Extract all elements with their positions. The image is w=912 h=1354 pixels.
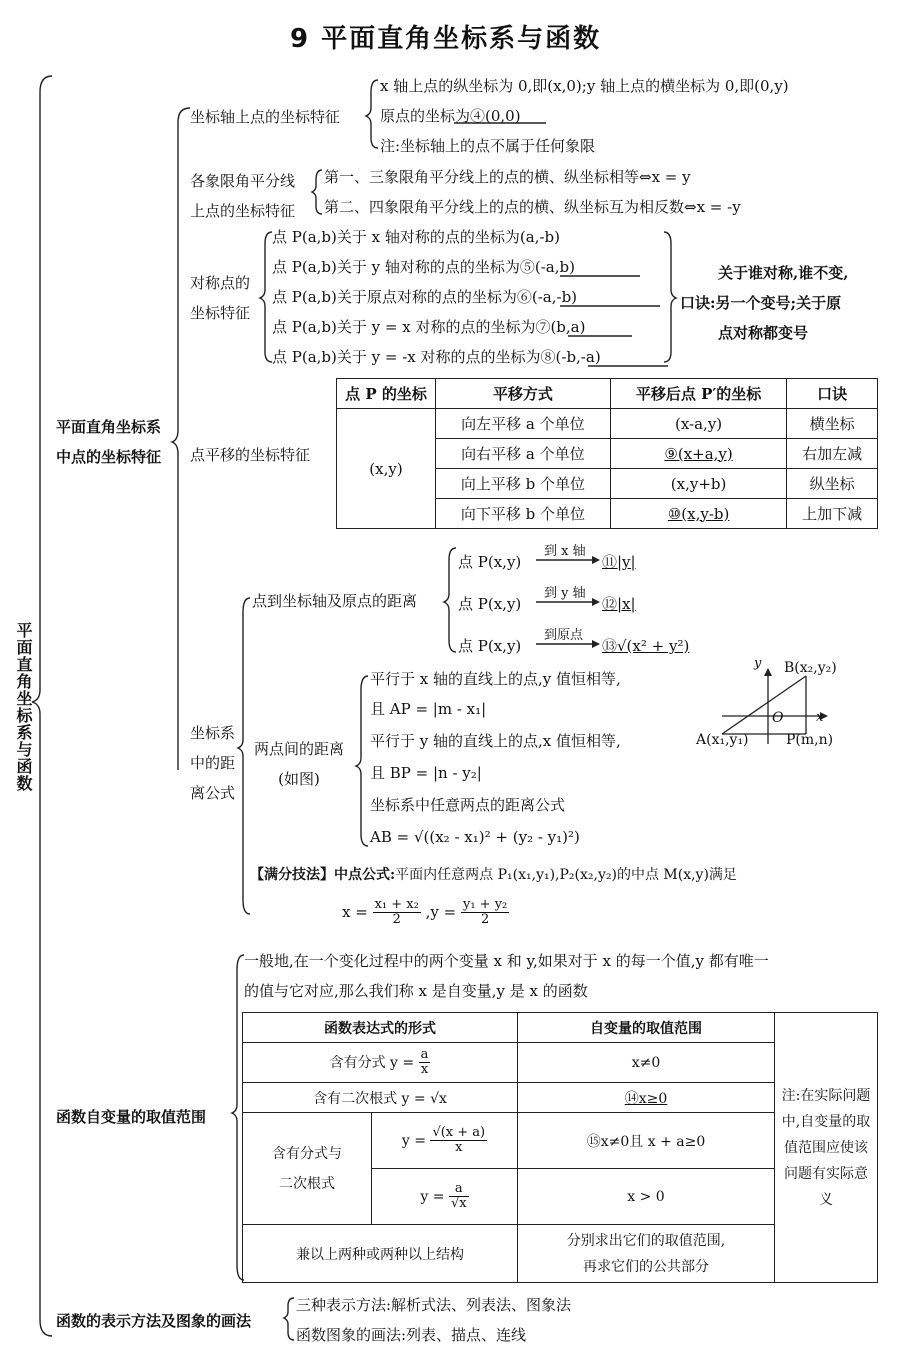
cell-method: 向上平移 b 个单位 bbox=[436, 469, 611, 499]
sec3-item: 三种表示方法:解析式法、列表法、图象法 bbox=[296, 1296, 572, 1314]
tip-line: 口诀:另一个变号;关于原 bbox=[680, 294, 842, 312]
r2-range: ⑭x≥0 bbox=[518, 1083, 775, 1113]
r3-label-line2: 二次根式 bbox=[279, 1175, 335, 1192]
r3b-fraction bbox=[449, 1182, 469, 1212]
translation-table bbox=[336, 378, 878, 529]
midpoint-formula bbox=[342, 898, 509, 928]
cell-rhyme: 上加下减 bbox=[787, 499, 878, 529]
r1-form bbox=[243, 1043, 518, 1083]
r3a-den: x bbox=[455, 1140, 463, 1155]
r4-range bbox=[518, 1225, 775, 1283]
r1-num: a bbox=[420, 1046, 429, 1062]
cell-method: 向右平移 a 个单位 bbox=[436, 439, 611, 469]
domain-note: 注:在实际问题中,自变量的取值范围应使该问题有实际意义 bbox=[775, 1013, 878, 1283]
r3b-num: a bbox=[449, 1182, 469, 1197]
th-rhyme: 口诀 bbox=[787, 379, 878, 409]
translation-label: 点平移的坐标特征 bbox=[190, 446, 311, 464]
tip-line: 点对称都变号 bbox=[718, 324, 809, 342]
bisector-label-line1: 各象限角平分线 bbox=[190, 172, 296, 190]
symmetric-tip bbox=[680, 258, 848, 348]
to-axis-label: 点到坐标轴及原点的距离 bbox=[252, 592, 418, 610]
r3b-form bbox=[372, 1169, 518, 1225]
to-axis-arrow-label: 到 y 轴 bbox=[544, 586, 586, 601]
sec2-label: 函数自变量的取值范围 bbox=[56, 1108, 207, 1126]
sec3-label: 函数的表示方法及图象的画法 bbox=[56, 1312, 252, 1330]
cell-rhyme: 右加左减 bbox=[787, 439, 878, 469]
to-axis-from: 点 P(x,y) bbox=[458, 637, 522, 655]
th-range: 自变量的取值范围 bbox=[518, 1013, 775, 1043]
cell-result: ⑩(x,y-b) bbox=[610, 499, 787, 529]
symmetric-item: 点 P(a,b)关于 y = -x 对称的点的坐标为⑧(-b,-a) bbox=[272, 348, 601, 366]
domain-table bbox=[242, 1012, 878, 1283]
midpoint-text: 平面内任意两点 P₁(x₁,y₁),P₂(x₂,y₂)的中点 M(x,y)满足 bbox=[395, 867, 737, 883]
cell-result: ⑨(x+a,y) bbox=[610, 439, 787, 469]
mid-y-num: y₁ + y₂ bbox=[462, 897, 508, 912]
page-title: 9 平面直角坐标系与函数 bbox=[290, 24, 602, 54]
two-point-item: AB = √((x₂ - x₁)² + (y₂ - y₁)²) bbox=[370, 828, 580, 846]
two-point-item: 坐标系中任意两点的距离公式 bbox=[370, 796, 566, 814]
axis-item: x 轴上点的纵坐标为 0,即(x,0);y 轴上点的横坐标为 0,即(0,y) bbox=[380, 77, 789, 95]
distance-label-line: 离公式 bbox=[190, 784, 236, 802]
to-axis-from: 点 P(x,y) bbox=[458, 595, 522, 613]
axis-item: 原点的坐标为④(0,0) bbox=[380, 107, 521, 125]
r4-range-line2: 再求它们的公共部分 bbox=[583, 1258, 709, 1275]
symmetric-item: 点 P(a,b)关于 y 轴对称的点的坐标为⑤(-a,b) bbox=[272, 258, 575, 276]
symmetric-item: 点 P(a,b)关于原点对称的点的坐标为⑥(-a,-b) bbox=[272, 288, 578, 306]
cell-point: (x,y) bbox=[337, 409, 436, 529]
r3b-lhs: y = bbox=[420, 1188, 445, 1205]
sec1-label bbox=[56, 412, 161, 472]
sec1-label-line2: 中点的坐标特征 bbox=[56, 448, 162, 466]
symmetric-label bbox=[190, 268, 250, 328]
mid-x-lhs: x = bbox=[342, 902, 368, 921]
cell-rhyme: 纵坐标 bbox=[787, 469, 878, 499]
two-point-label bbox=[254, 734, 344, 794]
r3b-den: √x bbox=[450, 1196, 467, 1211]
mid-x-num: x₁ + x₂ bbox=[374, 897, 419, 912]
symmetric-label-line1: 对称点的 bbox=[190, 274, 251, 292]
cell-method: 向左平移 a 个单位 bbox=[436, 409, 611, 439]
symmetric-label-line2: 坐标特征 bbox=[190, 304, 251, 322]
symmetric-item: 点 P(a,b)关于 x 轴对称的点的坐标为(a,-b) bbox=[272, 228, 560, 246]
th-result: 平移后点 P′的坐标 bbox=[610, 379, 787, 409]
bisector-item: 第二、四象限角平分线上的点的横、纵坐标互为相反数⇔x = -y bbox=[324, 198, 741, 216]
th-form: 函数表达式的形式 bbox=[243, 1013, 518, 1043]
r3a-lhs: y = bbox=[401, 1132, 426, 1149]
mid-y-fraction bbox=[461, 898, 509, 928]
r3a-fraction bbox=[430, 1126, 487, 1156]
diagram-b-label: B(x₂,y₂) bbox=[784, 660, 837, 676]
symmetric-item: 点 P(a,b)关于 y = x 对称的点的坐标为⑦(b,a) bbox=[272, 318, 586, 336]
diagram-x-label: x bbox=[816, 710, 824, 725]
diagram-p-label: P(m,n) bbox=[786, 732, 834, 748]
r3-label bbox=[243, 1113, 372, 1225]
sec2-intro-line1: 一般地,在一个变化过程中的两个变量 x 和 y,如果对于 x 的每一个值,y 都有唯一 bbox=[244, 952, 769, 970]
r3a-num: √(x + a) bbox=[432, 1124, 486, 1140]
to-axis-result: ⑪|y| bbox=[602, 553, 636, 571]
r3b-range: x > 0 bbox=[518, 1169, 775, 1225]
to-axis-arrow-label: 到原点 bbox=[544, 628, 584, 643]
two-point-item: 且 BP = |n - y₂| bbox=[370, 764, 482, 782]
cell-result: (x,y+b) bbox=[610, 469, 787, 499]
two-point-item: 平行于 y 轴的直线上的点,x 值恒相等, bbox=[370, 732, 621, 750]
sec1-label-line1: 平面直角坐标系 bbox=[56, 418, 162, 436]
th-point: 点 P 的坐标 bbox=[337, 379, 436, 409]
r1-range: x≠0 bbox=[518, 1043, 775, 1083]
diagram-o-label: O bbox=[772, 710, 784, 726]
axis-item: 注:坐标轴上的点不属于任何象限 bbox=[380, 137, 596, 155]
distance-label bbox=[190, 718, 235, 808]
two-point-sub: (如图) bbox=[278, 770, 320, 788]
two-point-item: 平行于 x 轴的直线上的点,y 值恒相等, bbox=[370, 670, 621, 688]
tip-line: 关于谁对称,谁不变, bbox=[718, 264, 849, 282]
r4-range-line1: 分别求出它们的取值范围, bbox=[566, 1232, 726, 1249]
cell-result: (x-a,y) bbox=[610, 409, 787, 439]
r1-label: 含有分式 y = bbox=[329, 1054, 415, 1071]
midpoint-title: 【满分技法】中点公式: bbox=[250, 867, 396, 883]
side-label: 平面直角坐标系与函数 bbox=[14, 622, 33, 792]
diagram-a-label: A(x₁,y₁) bbox=[696, 732, 749, 748]
r1-fraction bbox=[419, 1048, 431, 1078]
sec3-item: 函数图象的画法:列表、描点、连线 bbox=[296, 1326, 527, 1344]
cell-method: 向下平移 b 个单位 bbox=[436, 499, 611, 529]
to-axis-arrow-label: 到 x 轴 bbox=[544, 544, 586, 559]
mid-y-lhs: ,y = bbox=[425, 902, 457, 921]
bisector-item: 第一、三象限角平分线上的点的横、纵坐标相等⇔x = y bbox=[324, 168, 691, 186]
distance-label-line: 坐标系 bbox=[190, 724, 236, 742]
bisector-label-line2: 上点的坐标特征 bbox=[190, 202, 296, 220]
two-point-title: 两点间的距离 bbox=[254, 740, 345, 758]
to-axis-result: ⑫|x| bbox=[602, 595, 636, 613]
diagram-y-label: y bbox=[754, 656, 762, 671]
mid-x-den: 2 bbox=[392, 912, 401, 928]
to-axis-result: ⑬√(x² + y²) bbox=[602, 637, 690, 655]
th-method: 平移方式 bbox=[436, 379, 611, 409]
r2-form: 含有二次根式 y = √x bbox=[243, 1083, 518, 1113]
r1-den: x bbox=[420, 1062, 429, 1077]
r3-label-line1: 含有分式与 bbox=[272, 1145, 342, 1162]
r3a-form bbox=[372, 1113, 518, 1169]
bisector-label bbox=[190, 166, 295, 226]
axis-label: 坐标轴上点的坐标特征 bbox=[190, 108, 341, 126]
distance-label-line: 中的距 bbox=[190, 754, 236, 772]
cell-rhyme: 横坐标 bbox=[787, 409, 878, 439]
midpoint-line bbox=[250, 864, 737, 884]
mid-y-den: 2 bbox=[480, 912, 490, 928]
to-axis-from: 点 P(x,y) bbox=[458, 553, 522, 571]
r4-form: 兼以上两种或两种以上结构 bbox=[243, 1225, 518, 1283]
r3a-range: ⑮x≠0且 x + a≥0 bbox=[518, 1113, 775, 1169]
two-point-item: 且 AP = |m - x₁| bbox=[370, 700, 487, 718]
sec2-intro-line2: 的值与它对应,那么我们称 x 是自变量,y 是 x 的函数 bbox=[244, 982, 588, 1000]
mid-x-fraction bbox=[373, 898, 421, 928]
